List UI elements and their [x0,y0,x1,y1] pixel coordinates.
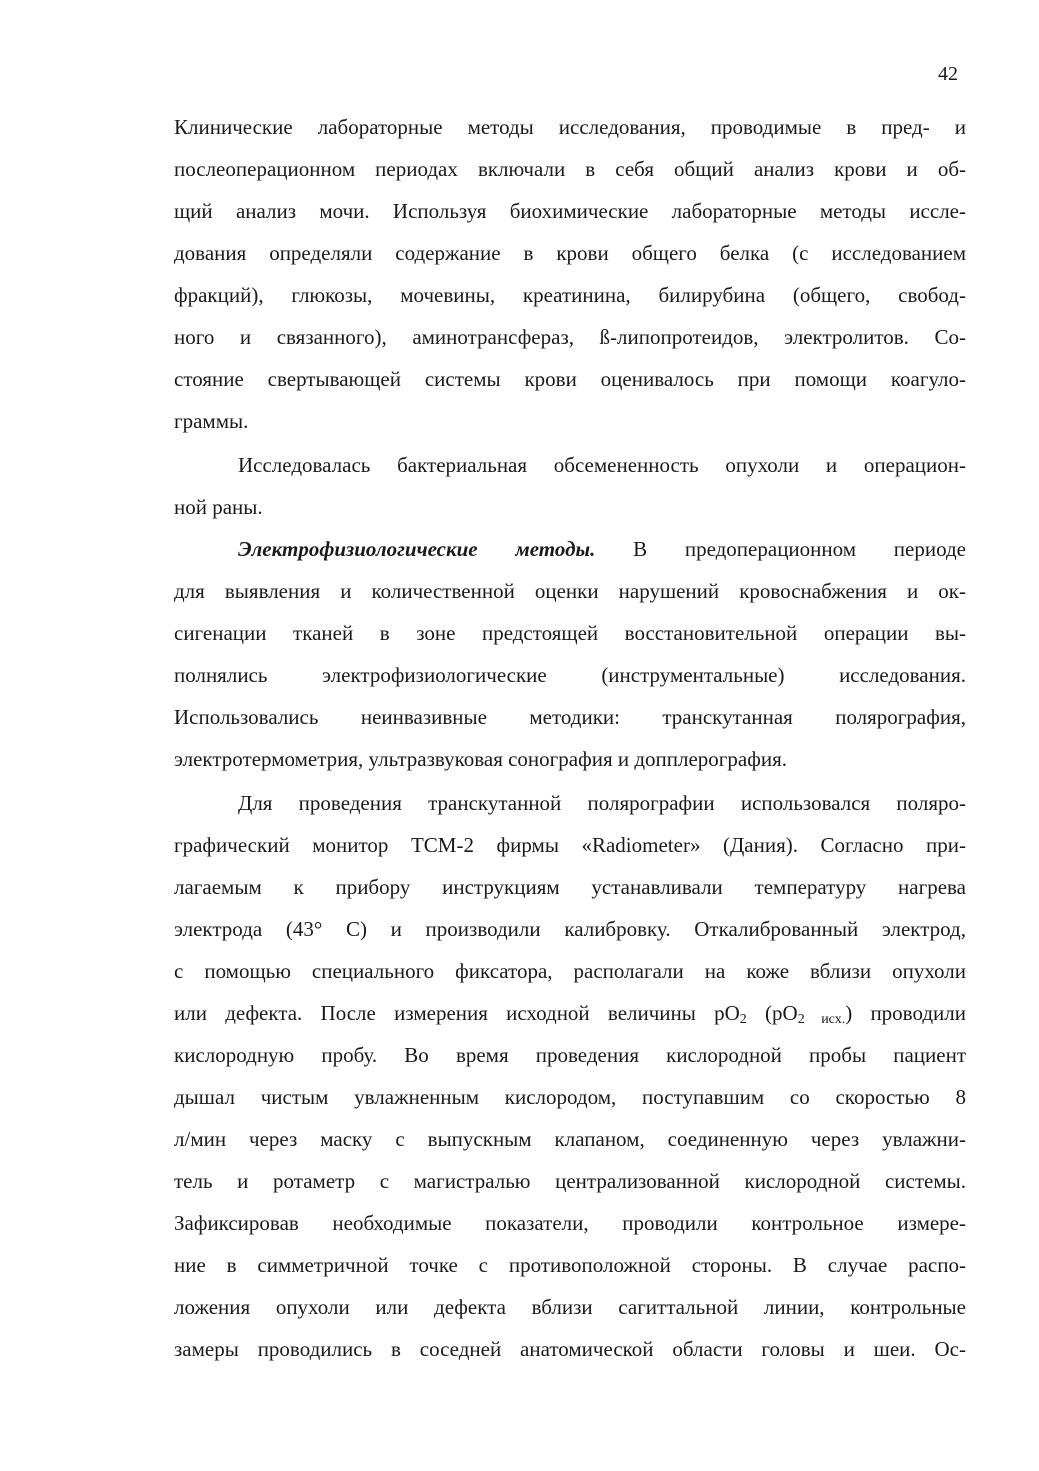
text-line: сигенации тканей в зоне предстоящей восстановительной операции вы- [174,621,966,645]
text-line-formula [174,999,966,1027]
text-span: (рО [746,1001,798,1025]
text-line: ного и связанного), аминотрансфераз, ß-липопротеидов, электролитов. Со- [174,325,966,349]
text-line: Использовались неинвазивные методики: транскутанная полярография, [174,705,966,729]
text-line: тель и ротаметр с магистралью централизованной кислородной системы. [174,1169,966,1193]
text-line: фракций), глюкозы, мочевины, креатинина, билирубина (общего, свобод- [174,283,966,307]
text-line: лагаемым к прибору инструкциям устанавливали температуру нагрева [174,875,966,899]
text-line: полнялись электрофизиологические (инструментальные) исследования. [174,663,966,687]
text-span: В предоперационном периоде [595,537,966,561]
subscript: 2 исх. [797,1012,846,1027]
text-line: ложения опухоли или дефекта вблизи сагиттальной линии, контрольные [174,1295,966,1319]
text-line: для выявления и количественной оценки нарушений кровоснабжения и ок- [174,579,966,603]
text-line: послеоперационном периодах включали в себя общий анализ крови и об- [174,157,966,181]
text-line: л/мин через маску с выпускным клапаном, соединенную через увлажни- [174,1127,966,1151]
text-span: ) проводили [845,1001,966,1025]
text-line: стояние свертывающей системы крови оценивалось при помощи коагуло- [174,367,966,391]
page-number: 42 [938,63,958,85]
text-span: или дефекта. После измерения исходной величины рО [174,1001,740,1025]
text-line: ной раны. [174,495,263,519]
text-line: ние в симметричной точке с противоположной стороны. В случае распо- [174,1253,966,1277]
text-line: граммы. [174,409,249,433]
text-line: дования определяли содержание в крови общего белка (с исследованием [174,241,966,265]
text-line: замеры проводились в соседней анатомической области головы и шеи. Ос- [174,1337,966,1361]
text-line-heading [238,535,966,563]
text-line: Для проведения транскутанной полярографии использовался поляро- [238,791,966,815]
text-line: Исследовалась бактериальная обсемененность опухоли и операцион- [238,453,966,477]
text-line: с помощью специального фиксатора, располагали на коже вблизи опухоли [174,959,966,983]
text-line: дышал чистым увлажненным кислородом, поступавшим со скоростью 8 [174,1085,966,1109]
subscript: 2 [739,1012,747,1027]
section-heading: Электрофизиологические методы. [238,537,596,561]
text-line: электрода (43° С) и производили калибровку. Откалиброванный электрод, [174,917,966,941]
text-line: щий анализ мочи. Используя биохимические лабораторные методы иссле- [174,199,966,223]
text-line: графический монитор ТСМ-2 фирмы «Radiometer» (Дания). Согласно при- [174,833,966,857]
text-line: Зафиксировав необходимые показатели, проводили контрольное измере- [174,1211,966,1235]
text-line: Клинические лабораторные методы исследования, проводимые в пред- и [174,115,966,139]
text-line: кислородную пробу. Во время проведения кислородной пробы пациент [174,1043,966,1067]
text-line: электротермометрия, ультразвуковая сонография и допплерография. [174,747,787,771]
